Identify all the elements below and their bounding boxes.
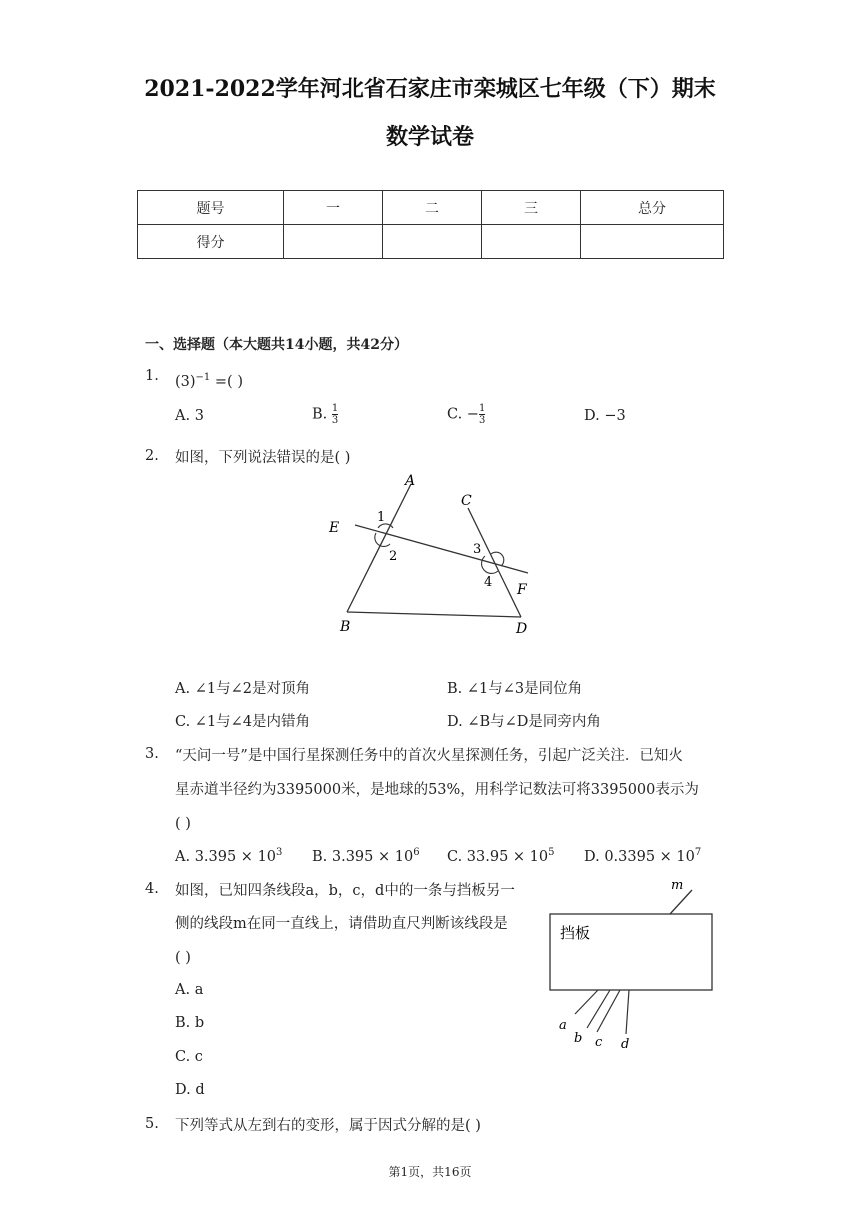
- q1-tail: =( ): [210, 373, 243, 390]
- question-stem: 下列等式从左到右的变形，属于因式分解的是( ): [175, 1118, 481, 1134]
- option-c: C. ∠1与∠4是内错角: [175, 714, 311, 730]
- option-b: [312, 847, 420, 865]
- option-c: [447, 403, 485, 426]
- point-label-f: F: [517, 582, 527, 598]
- line-label-b: b: [574, 1031, 583, 1046]
- q1-base: (3): [175, 373, 196, 390]
- question-stem-line: “天问一号”是中国行星探测任务中的首次火星探测任务，引起广泛关注．已知火: [175, 748, 683, 764]
- option-d: [584, 847, 701, 865]
- point-label-e: E: [329, 520, 340, 536]
- fraction-den: 3: [331, 415, 339, 426]
- option-a: A. a: [175, 982, 204, 998]
- option-d: D. ∠B与∠D是同旁内角: [447, 714, 601, 730]
- option-base: D. 0.3395 × 10: [584, 848, 695, 865]
- q2-geometry-figure: [320, 470, 550, 640]
- score-row-label: 得分: [138, 225, 284, 259]
- question-number: 4.: [145, 881, 159, 897]
- option-exponent: 5: [548, 847, 555, 858]
- question-number: 3.: [145, 746, 159, 762]
- question-stem-line: ( ): [175, 950, 191, 966]
- option-b: [312, 403, 338, 426]
- option-c: [447, 847, 555, 865]
- line-label-d: d: [621, 1037, 630, 1052]
- option-exponent: 6: [413, 847, 420, 858]
- point-label-a: A: [405, 473, 416, 489]
- option-b-prefix: B.: [312, 406, 332, 423]
- question-number: 5.: [145, 1116, 159, 1132]
- score-cell: [383, 225, 482, 259]
- q4-board-figure: [540, 874, 725, 1054]
- option-exponent: 3: [276, 847, 283, 858]
- angle-label-2: 2: [389, 549, 398, 564]
- exam-title-line2: 数学试卷: [385, 124, 474, 150]
- line-label-m: m: [671, 878, 684, 893]
- point-label-d: D: [516, 621, 528, 637]
- line-ef: [355, 525, 528, 573]
- board-label: 挡板: [560, 924, 591, 942]
- fraction-num: 1: [478, 403, 486, 414]
- q1-exponent: −1: [195, 372, 211, 383]
- line-ab: [347, 484, 411, 612]
- option-c: C. c: [175, 1049, 203, 1065]
- score-header-cell: 一: [284, 191, 383, 225]
- line-c: [597, 990, 620, 1032]
- option-d: D. d: [175, 1082, 205, 1098]
- option-base: A. 3.395 × 10: [175, 848, 277, 865]
- fraction: [479, 403, 485, 426]
- option-b: B. b: [175, 1015, 205, 1031]
- option-c-prefix: C. −: [447, 406, 479, 423]
- line-d: [626, 990, 629, 1034]
- angle-label-3: 3: [473, 542, 482, 557]
- option-d: D. −3: [584, 408, 626, 424]
- line-label-a: a: [559, 1018, 567, 1033]
- score-header-cell: 二: [383, 191, 482, 225]
- angle-label-1: 1: [377, 510, 386, 525]
- score-table-header-row: [138, 191, 724, 225]
- page-footer: 第1页，共16页: [388, 1165, 472, 1179]
- question-number: 2.: [145, 448, 159, 464]
- option-a: A. ∠1与∠2是对顶角: [175, 681, 310, 697]
- fraction-den: 3: [478, 415, 486, 426]
- fraction: [332, 403, 338, 426]
- question-stem-line: 如图，已知四条线段a，b，c，d中的一条与挡板另一: [175, 883, 515, 899]
- question-stem-line: 星赤道半径约为3395000米，是地球的53%，用科学记数法可将3395000表示为: [175, 782, 699, 798]
- point-label-c: C: [461, 493, 472, 509]
- angle-label-4: 4: [484, 575, 493, 590]
- section-heading: 一、选择题（本大题共14小题，共42分）: [145, 337, 408, 353]
- fraction-num: 1: [331, 403, 339, 414]
- option-exponent: 7: [694, 847, 702, 858]
- option-b: B. ∠1与∠3是同位角: [447, 681, 583, 697]
- line-label-c: c: [595, 1035, 603, 1050]
- question-stem: 如图，下列说法错误的是( ): [175, 450, 351, 466]
- option-base: B. 3.395 × 10: [312, 848, 414, 865]
- line-bd: [347, 612, 521, 617]
- line-a: [575, 990, 598, 1014]
- score-header-cell: 三: [482, 191, 581, 225]
- option-a: [175, 847, 282, 865]
- score-header-cell: 总分: [581, 191, 724, 225]
- point-label-b: B: [340, 619, 351, 635]
- score-cell: [284, 225, 383, 259]
- line-b: [587, 990, 610, 1028]
- option-base: C. 33.95 × 10: [447, 848, 549, 865]
- exam-title-line1: 2021-2022学年河北省石家庄市栾城区七年级（下）期末: [144, 76, 716, 102]
- question-stem-line: ( ): [175, 816, 191, 832]
- score-header-cell: 题号: [138, 191, 284, 225]
- question-number: 1.: [145, 368, 159, 384]
- score-table-row: [138, 225, 724, 259]
- question-stem: [175, 368, 243, 392]
- line-cd: [468, 508, 521, 617]
- score-table: [137, 190, 724, 259]
- option-a: A. 3: [175, 408, 204, 424]
- score-cell: [482, 225, 581, 259]
- line-m: [670, 890, 692, 914]
- question-stem-line: 侧的线段m在同一直线上，请借助直尺判断该线段是: [175, 916, 508, 932]
- score-cell: [581, 225, 724, 259]
